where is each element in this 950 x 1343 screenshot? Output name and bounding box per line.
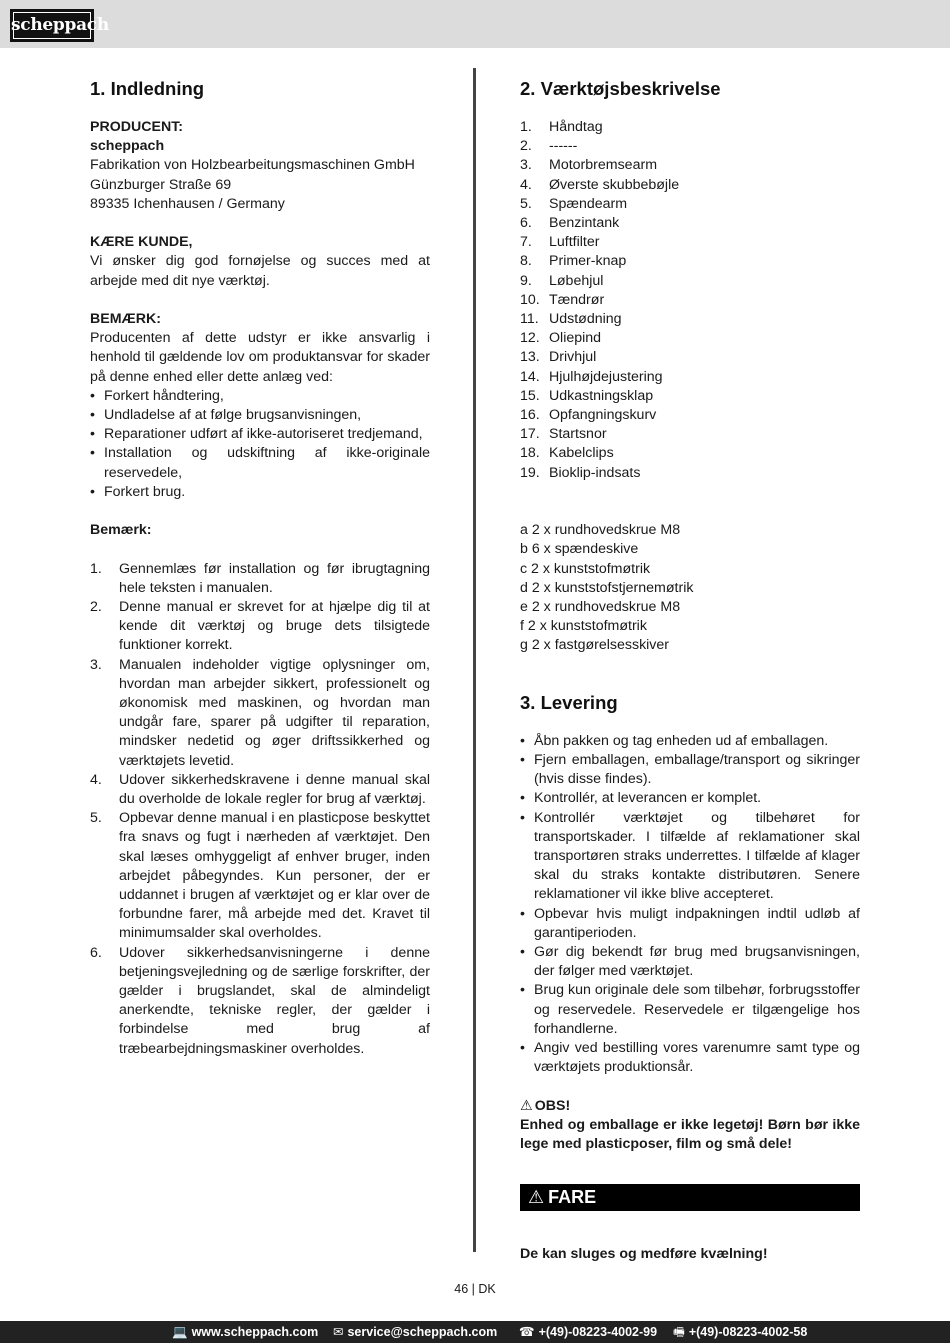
item-number: 17. <box>520 426 540 443</box>
footer-email[interactable]: ✉ service@scheppach.com <box>333 1325 498 1339</box>
list-item <box>520 233 860 252</box>
address-line: 89335 Ichenhausen / Germany <box>90 195 285 212</box>
list-item: e 2 x rundhovedskrue M8 <box>520 599 681 616</box>
warning-triangle-icon: ⚠ <box>528 1187 545 1208</box>
item-number: 7. <box>520 234 532 251</box>
item-number: 1. <box>90 560 102 577</box>
item-text: Udover sikkerhedskravene i denne manual skal du overholde de lokale regler for brug af værktøj. <box>119 771 430 808</box>
list-item <box>520 387 860 406</box>
list-item: f 2 x kunststofmøtrik <box>520 618 647 635</box>
item-number: 2. <box>90 599 102 616</box>
item-number: 12. <box>520 330 540 347</box>
column-divider <box>473 68 476 1252</box>
list-item: c 2 x kunststofmøtrik <box>520 560 651 577</box>
warning-triangle-icon: ⚠ <box>520 1097 533 1114</box>
remark-label: Bemærk: <box>90 522 152 539</box>
footer-website[interactable]: 💻 www.scheppach.com <box>172 1325 319 1339</box>
right-column <box>520 78 860 1265</box>
section-title-introduction: 1. Indledning <box>90 78 205 99</box>
item-number: 5. <box>520 195 532 212</box>
item-text: Opbevar denne manual i en plasticpose beskyttet fra snavs og fugt i nærheden af værktøjet. Den skal læses omhyggeligt af enhver bruger, inden arbejdet påbegyndes. Kun personer, der er uddannet i brugen af værktøjet og er klar over de forbundne farer, må arbejde med det. Kravet til minimumsalder skal overholdes. <box>119 810 430 942</box>
page-number: 46 | DK <box>454 1282 496 1296</box>
item-number: 16. <box>520 407 540 424</box>
footer-bar <box>0 1321 950 1343</box>
item-number: 4. <box>90 771 102 788</box>
list-item: • Fjern emballagen, emballage/transport og sikringer (hvis disse findes). <box>520 751 860 789</box>
mail-icon: ✉ <box>333 1325 344 1339</box>
item-text: Opfangningskurv <box>549 407 657 424</box>
note-text: Producenten af dette udstyr er ikke ansvarlig i henhold til gældende lov om produktansvar for skader på denne enhed eller dette anlæg ved: <box>90 330 430 385</box>
item-text: Tændrør <box>549 291 605 308</box>
item-number: 8. <box>520 253 532 270</box>
item-number: 6. <box>90 944 102 961</box>
list-item <box>520 444 860 463</box>
item-number: 1. <box>520 119 532 135</box>
item-text: Primer-knap <box>549 253 627 270</box>
producer-label: PRODUCENT: <box>90 119 184 135</box>
scheppach-logo: scheppach <box>10 9 94 42</box>
list-item <box>90 560 430 598</box>
list-item: • Gør dig bekendt før brug med brugsanvisningen, der følger med værktøjet. <box>520 943 860 981</box>
list-item: • Kontrollér, at leverancen er komplet. <box>520 789 860 808</box>
item-text: Øverste skubbebøjle <box>549 176 680 193</box>
item-number: 5. <box>90 810 102 827</box>
parts-list <box>520 118 860 483</box>
section-title-delivery: 3. Levering <box>520 691 618 713</box>
list-item <box>90 809 430 943</box>
item-number: 4. <box>520 176 532 193</box>
delivery-list <box>520 732 860 1078</box>
list-item <box>520 195 860 214</box>
item-text: ------ <box>549 138 578 155</box>
list-item: • Åbn pakken og tag enheden ud af emballagen. <box>520 732 860 751</box>
item-text: Luftfilter <box>549 234 600 251</box>
list-item: • Undladelse af at følge brugsanvisningen, <box>90 406 430 425</box>
item-text: Udstødning <box>549 311 622 328</box>
header-bar <box>0 0 950 48</box>
liability-list <box>90 387 430 502</box>
item-number: 19. <box>520 464 540 481</box>
list-item: • Kontrollér værktøjet og tilbehøret for transportskader. I tilfælde af reklamationer skal transportøren straks underrettes. I tilfælde af klager skal du straks kontakte distributøren. Senere reklamationer vil ikke blive accepteret. <box>520 809 860 905</box>
item-number: 3. <box>520 157 532 174</box>
danger-text: De kan sluges og medføre kvælning! <box>520 1246 768 1263</box>
dear-customer-text: Vi ønsker dig god fornøjelse og succes med at arbejde med dit nye værktøj. <box>90 253 430 289</box>
item-number: 6. <box>520 215 532 232</box>
item-text: Startsnor <box>549 426 607 443</box>
footer-phone: ☎ +(49)-08223-4002-99 <box>519 1325 658 1339</box>
list-item <box>90 598 430 656</box>
left-column <box>90 78 430 1059</box>
list-item: • Brug kun originale dele som tilbehør, forbrugsstoffer og reservedele. Reservedele er tilgængelige hos forhandlerne. <box>520 981 860 1039</box>
list-item: • Angiv ved bestilling vores varenumre samt type og værktøjets produktionsår. <box>520 1039 860 1077</box>
item-number: 2. <box>520 138 532 155</box>
list-item <box>90 944 430 1059</box>
item-number: 10. <box>520 291 540 308</box>
item-text: Spændearm <box>549 195 628 212</box>
obs-label: OBS! <box>534 1097 571 1114</box>
note-label: BEMÆRK: <box>90 311 161 327</box>
list-item <box>520 425 860 444</box>
item-text: Håndtag <box>549 119 603 135</box>
producer-name: scheppach <box>90 138 165 155</box>
address-line: Fabrikation von Holzbearbeitungsmaschinen GmbH <box>90 157 415 174</box>
footer-fax: 🖷 +(49)-08223-4002-58 <box>673 1325 808 1339</box>
item-number: 3. <box>90 656 102 673</box>
list-item <box>520 272 860 291</box>
list-item <box>520 329 860 348</box>
item-text: Drivhjul <box>549 349 597 366</box>
list-item: • Installation og udskiftning af ikke-originale reservedele, <box>90 444 430 482</box>
list-item <box>520 348 860 367</box>
list-item <box>520 118 860 137</box>
obs-text: Enhed og emballage er ikke legetøj! Børn bør ikke lege med plasticposer, film og små dele! <box>520 1116 860 1153</box>
list-item: d 2 x kunststofstjernemøtrik <box>520 579 694 596</box>
list-item <box>90 656 430 771</box>
item-text: Benzintank <box>549 215 620 232</box>
list-item <box>520 406 860 425</box>
dear-customer-label: KÆRE KUNDE, <box>90 234 193 251</box>
obs-heading <box>520 1097 860 1116</box>
list-item <box>90 771 430 809</box>
item-number: 18. <box>520 445 540 462</box>
danger-label: FARE <box>548 1187 597 1208</box>
item-text: Denne manual er skrevet for at hjælpe dig til at kende dit værktøj og bruge dets tilsigtede funktioner korrekt. <box>119 599 430 654</box>
section-title-tool-description: 2. Værktøjsbeskrivelse <box>520 78 721 99</box>
item-text: Udkastningsklap <box>549 387 654 404</box>
item-text: Gennemlæs før installation og før ibrugtagning hele teksten i manualen. <box>119 560 430 596</box>
list-item: • Forkert brug. <box>90 483 430 502</box>
item-text: Bioklip-indsats <box>549 464 641 481</box>
list-item <box>520 291 860 310</box>
item-text: Manualen indeholder vigtige oplysninger om, hvordan man arbejder sikkert, professionelt og økonomisk med maskinen, og hvordan man undgår fare, sparer på udgifter til reparation, mindsker nedetid og øger driftssikkerhed og værktøjets levetid. <box>119 656 430 769</box>
list-item: b 6 x spændeskive <box>520 541 639 558</box>
list-item: a 2 x rundhovedskrue M8 <box>520 522 681 539</box>
list-item: g 2 x fastgørelsesskiver <box>520 637 670 654</box>
item-number: 13. <box>520 349 540 366</box>
item-number: 14. <box>520 368 540 385</box>
item-number: 9. <box>520 272 532 289</box>
item-text: Udover sikkerhedsanvisningerne i denne betjeningsvejledning og de særlige forskrifter, der gælder i brugslandet, skal de almindeligt anerkendte, tekniske regler, der gælder i forbindelse med brug af træbearbejdningsmaskiner overholdes. <box>119 944 430 1057</box>
remark-list <box>90 560 430 1059</box>
item-number: 15. <box>520 387 540 404</box>
list-item <box>520 310 860 329</box>
item-number: 11. <box>520 311 539 328</box>
item-text: Oliepind <box>549 330 602 347</box>
list-item: • Opbevar hvis muligt indpakningen indtil udløb af garantiperioden. <box>520 905 860 943</box>
item-text: Kabelclips <box>549 445 614 462</box>
list-item <box>520 137 860 156</box>
monitor-icon: 💻 <box>172 1325 188 1339</box>
danger-banner <box>520 1184 860 1211</box>
list-item: • Reparationer udført af ikke-autoriseret tredjemand, <box>90 425 430 444</box>
item-text: Motorbremsearm <box>549 157 658 174</box>
item-text: Hjulhøjdejustering <box>549 368 663 385</box>
fax-icon: 🖷 <box>673 1325 685 1339</box>
list-item <box>520 176 860 195</box>
list-item <box>520 368 860 387</box>
list-item: • Forkert håndtering, <box>90 387 430 406</box>
accessories-list <box>520 521 860 655</box>
list-item <box>520 214 860 233</box>
address-line: Günzburger Straße 69 <box>90 176 232 193</box>
phone-icon: ☎ <box>519 1325 535 1339</box>
list-item <box>520 252 860 271</box>
item-text: Løbehjul <box>549 272 604 289</box>
list-item <box>520 464 860 483</box>
list-item <box>520 156 860 175</box>
